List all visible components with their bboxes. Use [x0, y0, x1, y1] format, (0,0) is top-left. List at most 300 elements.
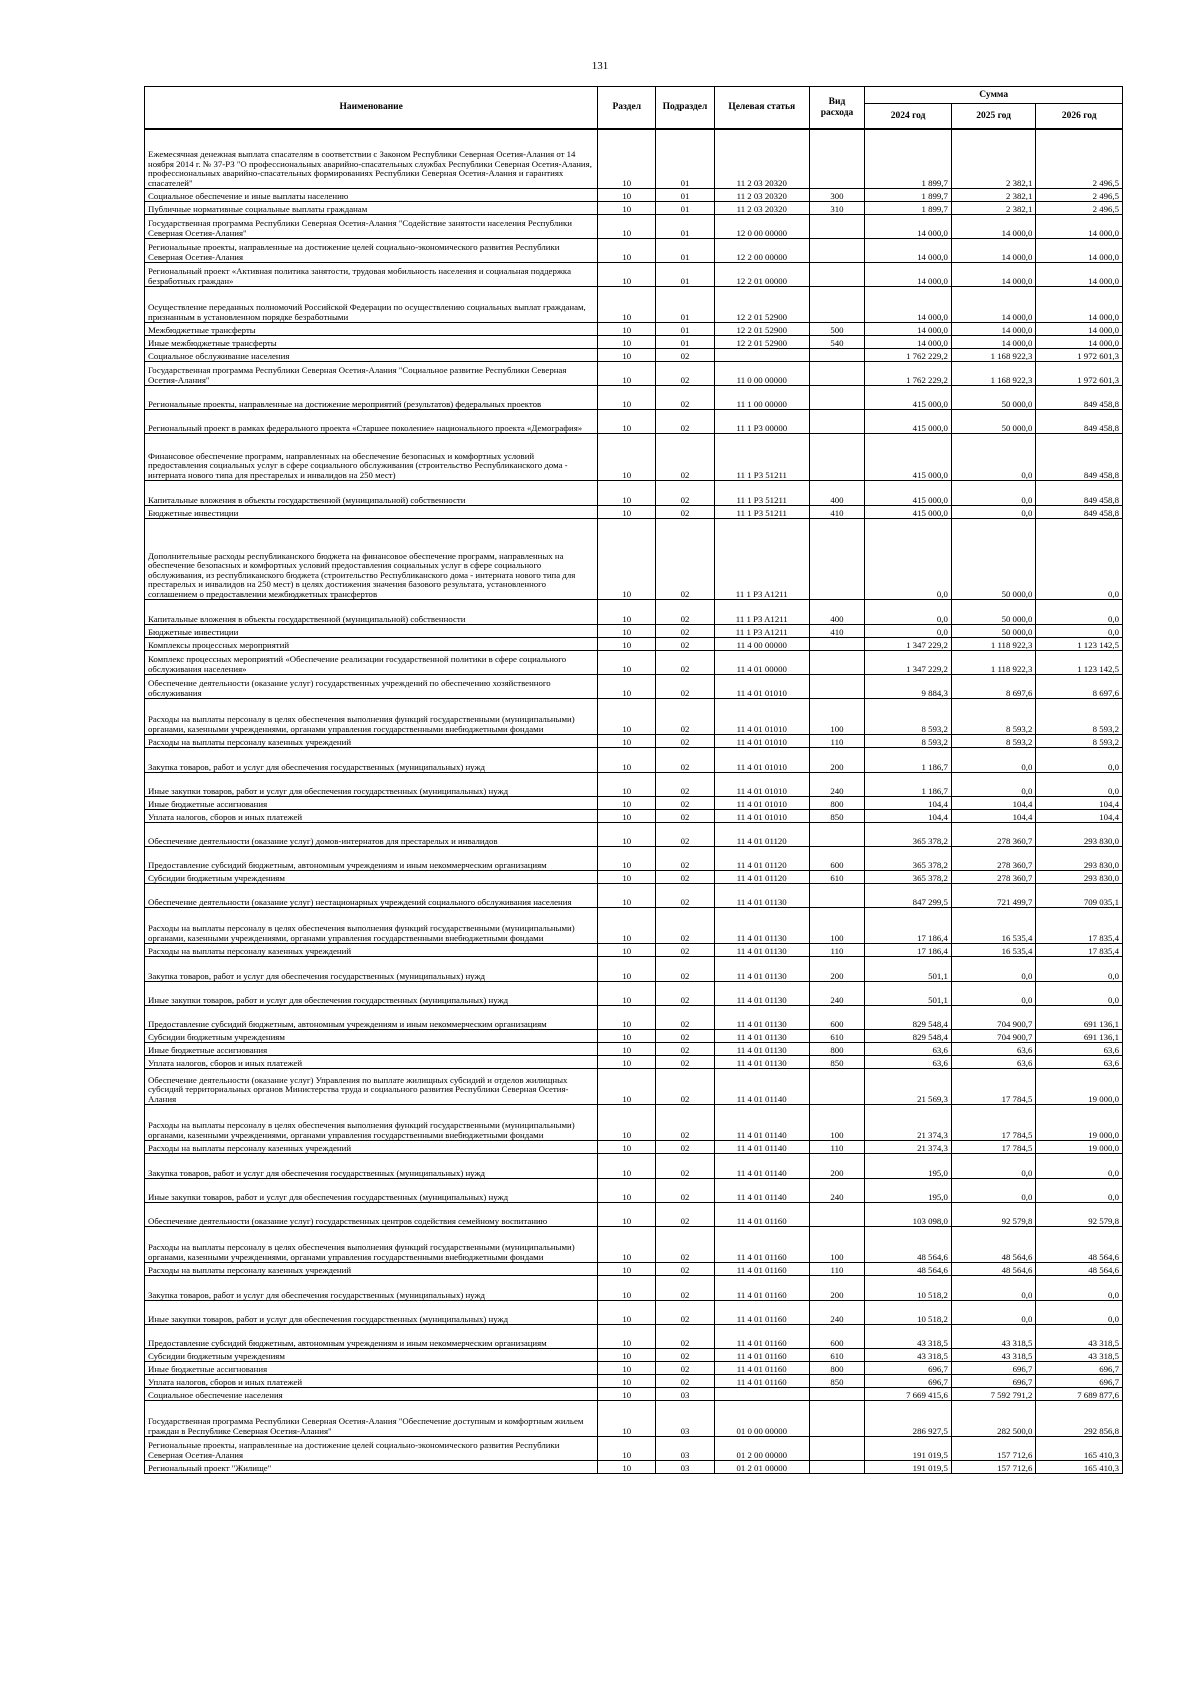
- row-sum-2026: 849 458,8: [1036, 410, 1123, 434]
- table-row: [145, 908, 1123, 944]
- row-sum-2025: 14 000,0: [951, 263, 1036, 287]
- row-subsection: 02: [656, 506, 715, 519]
- table-header: [145, 87, 1123, 130]
- row-expense-type: [809, 884, 865, 908]
- table-row: [145, 410, 1123, 434]
- row-sum-2025: 17 784,5: [951, 1141, 1036, 1154]
- row-sum-2026: 14 000,0: [1036, 287, 1123, 323]
- row-sum-2024: 14 000,0: [865, 287, 952, 323]
- row-subsection: 02: [656, 1203, 715, 1227]
- row-name: Дополнительные расходы республиканского бюджета на финансовое обеспечение программ, направленных на обеспечение безопасных и комфортных условий предоставления социальных услуг в сфере социального обслуживания, из республиканского бюджета (строительство Республиканского дома - интерната нового типа для престарелых и инвалидов на 250 мест) в целях достижения значения базового результата, установленного соглашением о предоставлении межбюджетных трансфертов: [145, 519, 598, 600]
- row-section: 10: [598, 336, 656, 349]
- row-sum-2024: 696,7: [865, 1375, 952, 1388]
- row-name: Закупка товаров, работ и услуг для обеспечения государственных (муниципальных) нужд: [145, 1154, 598, 1179]
- row-sum-2024: 1 347 229,2: [865, 638, 952, 651]
- row-sum-2024: 191 019,5: [865, 1437, 952, 1461]
- row-target: 11 1 00 00000: [714, 386, 809, 410]
- row-sum-2024: 829 548,4: [865, 1030, 952, 1043]
- row-subsection: 02: [656, 1030, 715, 1043]
- row-subsection: 02: [656, 1069, 715, 1105]
- row-expense-type: 200: [809, 1154, 865, 1179]
- row-sum-2025: 0,0: [951, 1154, 1036, 1179]
- row-section: 10: [598, 1461, 656, 1474]
- row-section: 10: [598, 434, 656, 481]
- row-section: 10: [598, 1179, 656, 1203]
- row-subsection: 01: [656, 202, 715, 215]
- table-row: [145, 129, 1123, 189]
- row-section: 10: [598, 1227, 656, 1263]
- table-row: [145, 1325, 1123, 1349]
- row-target: 12 2 01 52900: [714, 323, 809, 336]
- row-name: Иные межбюджетные трансферты: [145, 336, 598, 349]
- row-section: 10: [598, 1437, 656, 1461]
- row-name: Обеспечение деятельности (оказание услуг) государственных учреждений по обеспечению хозяйственного обслуживания: [145, 675, 598, 699]
- row-sum-2024: 14 000,0: [865, 336, 952, 349]
- row-sum-2026: 48 564,6: [1036, 1263, 1123, 1276]
- row-section: 10: [598, 1203, 656, 1227]
- row-sum-2024: 48 564,6: [865, 1263, 952, 1276]
- row-sum-2026: 43 318,5: [1036, 1325, 1123, 1349]
- row-sum-2024: 104,4: [865, 810, 952, 823]
- row-sum-2024: 14 000,0: [865, 263, 952, 287]
- row-sum-2024: 14 000,0: [865, 215, 952, 239]
- row-sum-2026: 696,7: [1036, 1362, 1123, 1375]
- row-subsection: 02: [656, 410, 715, 434]
- row-subsection: 02: [656, 810, 715, 823]
- row-sum-2026: 0,0: [1036, 1179, 1123, 1203]
- table-body: [145, 129, 1123, 1474]
- row-name: Комплекс процессных мероприятий «Обеспечение реализации государственной политики в сфере социального обслуживания населения»: [145, 651, 598, 675]
- row-sum-2024: 1 347 229,2: [865, 651, 952, 675]
- table-row: [145, 1141, 1123, 1154]
- row-sum-2026: 691 136,1: [1036, 1006, 1123, 1030]
- row-sum-2024: 63,6: [865, 1043, 952, 1056]
- row-expense-type: [809, 215, 865, 239]
- row-section: 10: [598, 1349, 656, 1362]
- row-name: Обеспечение деятельности (оказание услуг) домов-интернатов для престарелых и инвалидов: [145, 823, 598, 847]
- table-row: [145, 651, 1123, 675]
- row-sum-2024: 415 000,0: [865, 386, 952, 410]
- row-expense-type: [809, 651, 865, 675]
- table-row: [145, 982, 1123, 1006]
- row-expense-type: [809, 823, 865, 847]
- row-expense-type: 110: [809, 735, 865, 748]
- row-target: 11 2 03 20320: [714, 189, 809, 202]
- row-section: 10: [598, 215, 656, 239]
- row-sum-2025: 696,7: [951, 1362, 1036, 1375]
- row-name: Обеспечение деятельности (оказание услуг) нестационарных учреждений социального обслуживания населения: [145, 884, 598, 908]
- table-row: [145, 202, 1123, 215]
- row-sum-2025: 50 000,0: [951, 625, 1036, 638]
- row-name: Расходы на выплаты персоналу в целях обеспечения выполнения функций государственными (муниципальными) органами, казенными учреждениями, органами управления государственными внебюджетными фондами: [145, 699, 598, 735]
- row-sum-2025: 0,0: [951, 748, 1036, 773]
- row-target: 11 1 P3 00000: [714, 410, 809, 434]
- row-target: 01 0 00 00000: [714, 1401, 809, 1437]
- header-expense-type: Вид расхода: [809, 87, 865, 130]
- row-expense-type: 110: [809, 944, 865, 957]
- row-subsection: 01: [656, 129, 715, 189]
- row-expense-type: [809, 1461, 865, 1474]
- row-subsection: 02: [656, 748, 715, 773]
- row-sum-2025: 50 000,0: [951, 519, 1036, 600]
- row-sum-2025: 63,6: [951, 1043, 1036, 1056]
- row-sum-2024: 365 378,2: [865, 823, 952, 847]
- row-section: 10: [598, 189, 656, 202]
- row-name: Социальное обслуживание населения: [145, 349, 598, 362]
- row-expense-type: 850: [809, 1375, 865, 1388]
- row-sum-2024: 14 000,0: [865, 323, 952, 336]
- row-subsection: 02: [656, 625, 715, 638]
- row-sum-2026: 14 000,0: [1036, 323, 1123, 336]
- row-sum-2026: 0,0: [1036, 625, 1123, 638]
- table-row: [145, 519, 1123, 600]
- row-section: 10: [598, 871, 656, 884]
- row-target: 11 4 01 01160: [714, 1325, 809, 1349]
- row-sum-2024: 415 000,0: [865, 481, 952, 506]
- row-sum-2024: 48 564,6: [865, 1227, 952, 1263]
- row-section: 10: [598, 810, 656, 823]
- row-sum-2025: 278 360,7: [951, 847, 1036, 871]
- row-section: 10: [598, 410, 656, 434]
- row-target: 11 4 01 01130: [714, 1030, 809, 1043]
- row-target: 11 2 03 20320: [714, 129, 809, 189]
- row-expense-type: 110: [809, 1263, 865, 1276]
- row-section: 10: [598, 797, 656, 810]
- row-sum-2024: 1 762 229,2: [865, 362, 952, 386]
- row-section: 10: [598, 1105, 656, 1141]
- row-subsection: 02: [656, 1043, 715, 1056]
- row-sum-2026: 2 496,5: [1036, 189, 1123, 202]
- row-sum-2025: 1 118 922,3: [951, 651, 1036, 675]
- row-sum-2024: 195,0: [865, 1179, 952, 1203]
- row-sum-2026: 63,6: [1036, 1043, 1123, 1056]
- row-section: 10: [598, 1030, 656, 1043]
- row-sum-2025: 43 318,5: [951, 1325, 1036, 1349]
- row-expense-type: [809, 675, 865, 699]
- row-expense-type: [809, 362, 865, 386]
- row-name: Субсидии бюджетным учреждениям: [145, 871, 598, 884]
- row-expense-type: 240: [809, 773, 865, 797]
- row-target: 11 4 01 01130: [714, 957, 809, 982]
- row-sum-2026: 0,0: [1036, 957, 1123, 982]
- row-name: Региональные проекты, направленные на достижение мероприятий (результатов) федеральных проектов: [145, 386, 598, 410]
- row-name: Межбюджетные трансферты: [145, 323, 598, 336]
- row-sum-2024: 501,1: [865, 982, 952, 1006]
- row-sum-2024: 10 518,2: [865, 1301, 952, 1325]
- row-sum-2026: 43 318,5: [1036, 1349, 1123, 1362]
- row-section: 10: [598, 1276, 656, 1301]
- row-sum-2025: 16 535,4: [951, 908, 1036, 944]
- row-target: 11 4 01 01160: [714, 1227, 809, 1263]
- row-section: 10: [598, 748, 656, 773]
- row-name: Расходы на выплаты персоналу в целях обеспечения выполнения функций государственными (муниципальными) органами, казенными учреждениями, органами управления государственными внебюджетными фондами: [145, 1227, 598, 1263]
- row-subsection: 02: [656, 1006, 715, 1030]
- row-target: 11 4 01 01120: [714, 847, 809, 871]
- row-section: 10: [598, 129, 656, 189]
- row-sum-2026: 0,0: [1036, 1154, 1123, 1179]
- table-row: [145, 1437, 1123, 1461]
- row-subsection: 02: [656, 735, 715, 748]
- row-section: 10: [598, 362, 656, 386]
- row-expense-type: 400: [809, 600, 865, 625]
- row-target: 11 1 P3 A1211: [714, 519, 809, 600]
- table-row: [145, 1105, 1123, 1141]
- row-section: 10: [598, 1388, 656, 1401]
- row-sum-2025: 92 579,8: [951, 1203, 1036, 1227]
- row-subsection: 02: [656, 1056, 715, 1069]
- row-sum-2026: 104,4: [1036, 797, 1123, 810]
- row-target: 11 4 01 01010: [714, 810, 809, 823]
- row-sum-2025: 0,0: [951, 982, 1036, 1006]
- row-sum-2025: 48 564,6: [951, 1263, 1036, 1276]
- row-sum-2026: 1 972 601,3: [1036, 349, 1123, 362]
- row-subsection: 01: [656, 239, 715, 263]
- row-target: 11 4 01 01010: [714, 735, 809, 748]
- row-expense-type: 800: [809, 1362, 865, 1375]
- row-sum-2025: 50 000,0: [951, 600, 1036, 625]
- row-expense-type: 610: [809, 871, 865, 884]
- row-sum-2026: 0,0: [1036, 600, 1123, 625]
- row-sum-2024: 847 299,5: [865, 884, 952, 908]
- table-row: [145, 506, 1123, 519]
- row-sum-2026: 19 000,0: [1036, 1069, 1123, 1105]
- row-target: 11 4 01 01140: [714, 1154, 809, 1179]
- table-row: [145, 1349, 1123, 1362]
- row-target: 11 4 01 01160: [714, 1203, 809, 1227]
- row-sum-2024: 1 186,7: [865, 748, 952, 773]
- row-sum-2025: 721 499,7: [951, 884, 1036, 908]
- row-sum-2024: 103 098,0: [865, 1203, 952, 1227]
- row-section: 10: [598, 349, 656, 362]
- row-name: Закупка товаров, работ и услуг для обеспечения государственных (муниципальных) нужд: [145, 748, 598, 773]
- row-expense-type: [809, 638, 865, 651]
- row-target: 11 1 P3 A1211: [714, 600, 809, 625]
- row-expense-type: [809, 1401, 865, 1437]
- table-row: [145, 638, 1123, 651]
- row-sum-2025: 0,0: [951, 481, 1036, 506]
- row-expense-type: 410: [809, 506, 865, 519]
- row-sum-2025: 2 382,1: [951, 202, 1036, 215]
- row-sum-2026: 165 410,3: [1036, 1461, 1123, 1474]
- row-target: 12 2 01 52900: [714, 336, 809, 349]
- row-sum-2025: 278 360,7: [951, 871, 1036, 884]
- row-sum-2024: 415 000,0: [865, 506, 952, 519]
- row-name: Закупка товаров, работ и услуг для обеспечения государственных (муниципальных) нужд: [145, 1276, 598, 1301]
- table-row: [145, 810, 1123, 823]
- row-name: Региональные проекты, направленные на достижение целей социально-экономического развития Республики Северная Осетия-Алания: [145, 1437, 598, 1461]
- row-target: 11 4 01 01010: [714, 797, 809, 810]
- row-subsection: 01: [656, 287, 715, 323]
- row-subsection: 02: [656, 957, 715, 982]
- row-name: Иные закупки товаров, работ и услуг для обеспечения государственных (муниципальных) нужд: [145, 1301, 598, 1325]
- row-section: 10: [598, 1141, 656, 1154]
- row-section: 10: [598, 908, 656, 944]
- table-row: [145, 1179, 1123, 1203]
- row-sum-2026: 1 972 601,3: [1036, 362, 1123, 386]
- row-sum-2025: 704 900,7: [951, 1030, 1036, 1043]
- row-expense-type: [809, 263, 865, 287]
- row-name: Расходы на выплаты персоналу казенных учреждений: [145, 735, 598, 748]
- row-subsection: 03: [656, 1461, 715, 1474]
- row-subsection: 02: [656, 481, 715, 506]
- row-subsection: 02: [656, 1375, 715, 1388]
- row-section: 10: [598, 1401, 656, 1437]
- row-section: 10: [598, 982, 656, 1006]
- row-sum-2026: 17 835,4: [1036, 908, 1123, 944]
- row-section: 10: [598, 1006, 656, 1030]
- row-target: 01 2 01 00000: [714, 1461, 809, 1474]
- row-sum-2025: 50 000,0: [951, 410, 1036, 434]
- row-target: 11 1 P3 51211: [714, 481, 809, 506]
- row-sum-2025: 157 712,6: [951, 1461, 1036, 1474]
- row-sum-2024: 8 593,2: [865, 735, 952, 748]
- row-sum-2026: 7 689 877,6: [1036, 1388, 1123, 1401]
- row-sum-2025: 8 593,2: [951, 735, 1036, 748]
- table-row: [145, 823, 1123, 847]
- row-name: Обеспечение деятельности (оказание услуг) Управления по выплате жилищных субсидий и отделов жилищных субсидий территориальных органов Министерства труда и социального развития Республики Северная Осетия-Алания: [145, 1069, 598, 1105]
- row-sum-2025: 1 168 922,3: [951, 362, 1036, 386]
- row-expense-type: [809, 1203, 865, 1227]
- row-subsection: 02: [656, 847, 715, 871]
- row-expense-type: 850: [809, 810, 865, 823]
- row-sum-2025: 0,0: [951, 773, 1036, 797]
- row-target: [714, 1388, 809, 1401]
- row-name: Расходы на выплаты персоналу в целях обеспечения выполнения функций государственными (муниципальными) органами, казенными учреждениями, органами управления государственными внебюджетными фондами: [145, 908, 598, 944]
- row-target: 11 4 00 00000: [714, 638, 809, 651]
- row-sum-2025: 0,0: [951, 1179, 1036, 1203]
- row-name: Капитальные вложения в объекты государственной (муниципальной) собственности: [145, 600, 598, 625]
- row-expense-type: 240: [809, 1179, 865, 1203]
- table-row: [145, 323, 1123, 336]
- row-name: Социальное обеспечение и иные выплаты населению: [145, 189, 598, 202]
- row-target: 11 4 01 01160: [714, 1362, 809, 1375]
- table-row: [145, 847, 1123, 871]
- row-name: Государственная программа Республики Северная Осетия-Алания "Обеспечение доступным и комфортным жильем граждан в Республике Северная Осетия-Алания": [145, 1401, 598, 1437]
- row-target: 11 4 01 01140: [714, 1069, 809, 1105]
- table-row: [145, 1030, 1123, 1043]
- row-sum-2026: 48 564,6: [1036, 1227, 1123, 1263]
- row-sum-2026: 1 123 142,5: [1036, 651, 1123, 675]
- row-sum-2026: 104,4: [1036, 810, 1123, 823]
- row-subsection: 02: [656, 349, 715, 362]
- row-target: 12 2 00 00000: [714, 239, 809, 263]
- row-section: 10: [598, 625, 656, 638]
- table-row: [145, 1362, 1123, 1375]
- row-expense-type: 610: [809, 1030, 865, 1043]
- row-target: 11 0 00 00000: [714, 362, 809, 386]
- row-target: 01 2 00 00000: [714, 1437, 809, 1461]
- row-section: 10: [598, 600, 656, 625]
- row-target: [714, 349, 809, 362]
- row-expense-type: 310: [809, 202, 865, 215]
- row-sum-2025: 0,0: [951, 957, 1036, 982]
- row-expense-type: 110: [809, 1141, 865, 1154]
- row-target: 11 4 01 01010: [714, 675, 809, 699]
- table-row: [145, 625, 1123, 638]
- row-target: 11 4 01 01010: [714, 699, 809, 735]
- table-row: [145, 1006, 1123, 1030]
- row-sum-2025: 104,4: [951, 810, 1036, 823]
- row-name: Капитальные вложения в объекты государственной (муниципальной) собственности: [145, 481, 598, 506]
- row-name: Расходы на выплаты персоналу казенных учреждений: [145, 1263, 598, 1276]
- table-row: [145, 349, 1123, 362]
- row-name: Субсидии бюджетным учреждениям: [145, 1030, 598, 1043]
- row-section: 10: [598, 1301, 656, 1325]
- row-sum-2026: 849 458,8: [1036, 506, 1123, 519]
- row-name: Иные закупки товаров, работ и услуг для обеспечения государственных (муниципальных) нужд: [145, 982, 598, 1006]
- row-sum-2024: 365 378,2: [865, 847, 952, 871]
- row-sum-2024: 43 318,5: [865, 1349, 952, 1362]
- row-subsection: 03: [656, 1388, 715, 1401]
- row-sum-2026: 92 579,8: [1036, 1203, 1123, 1227]
- row-subsection: 02: [656, 651, 715, 675]
- row-sum-2025: 48 564,6: [951, 1227, 1036, 1263]
- row-expense-type: 600: [809, 847, 865, 871]
- row-target: 12 2 01 00000: [714, 263, 809, 287]
- row-sum-2026: 19 000,0: [1036, 1105, 1123, 1141]
- row-target: 11 4 01 01120: [714, 871, 809, 884]
- row-subsection: 02: [656, 1263, 715, 1276]
- row-target: 11 4 01 01140: [714, 1179, 809, 1203]
- row-sum-2025: 282 500,0: [951, 1401, 1036, 1437]
- row-expense-type: 200: [809, 1276, 865, 1301]
- table-row: [145, 1461, 1123, 1474]
- row-name: Обеспечение деятельности (оказание услуг) государственных центров содействия семейному воспитанию: [145, 1203, 598, 1227]
- row-subsection: 02: [656, 884, 715, 908]
- row-subsection: 01: [656, 336, 715, 349]
- row-section: 10: [598, 323, 656, 336]
- row-target: 11 4 01 01130: [714, 944, 809, 957]
- row-sum-2025: 0,0: [951, 1301, 1036, 1325]
- row-name: Иные бюджетные ассигнования: [145, 1043, 598, 1056]
- table-row: [145, 263, 1123, 287]
- row-expense-type: 200: [809, 748, 865, 773]
- row-sum-2024: 0,0: [865, 625, 952, 638]
- row-expense-type: [809, 386, 865, 410]
- row-sum-2025: 14 000,0: [951, 323, 1036, 336]
- row-subsection: 02: [656, 944, 715, 957]
- table-row: [145, 735, 1123, 748]
- row-subsection: 01: [656, 263, 715, 287]
- row-sum-2025: 17 784,5: [951, 1069, 1036, 1105]
- table-row: [145, 773, 1123, 797]
- row-subsection: 02: [656, 362, 715, 386]
- budget-table: [144, 86, 1123, 1474]
- row-expense-type: 850: [809, 1056, 865, 1069]
- row-name: Финансовое обеспечение программ, направленных на обеспечение безопасных и комфортных условий предоставления социальных услуг в сфере социального обслуживания (строительство Республиканского дома - интерната нового типа для престарелых и инвалидов на 250 мест): [145, 434, 598, 481]
- row-name: Социальное обеспечение населения: [145, 1388, 598, 1401]
- row-section: 10: [598, 386, 656, 410]
- row-target: 11 1 P3 51211: [714, 506, 809, 519]
- row-sum-2026: 14 000,0: [1036, 263, 1123, 287]
- row-name: Государственная программа Республики Северная Осетия-Алания "Содействие занятости населения Республики Северная Осетия-Алания": [145, 215, 598, 239]
- page-number: 131: [591, 60, 609, 72]
- row-sum-2024: 0,0: [865, 519, 952, 600]
- row-target: 11 4 01 01130: [714, 1043, 809, 1056]
- row-name: Иные закупки товаров, работ и услуг для обеспечения государственных (муниципальных) нужд: [145, 1179, 598, 1203]
- row-sum-2025: 104,4: [951, 797, 1036, 810]
- row-target: 11 4 01 01010: [714, 748, 809, 773]
- row-sum-2025: 696,7: [951, 1375, 1036, 1388]
- table-row: [145, 1401, 1123, 1437]
- row-sum-2024: 17 186,4: [865, 908, 952, 944]
- row-name: Иные закупки товаров, работ и услуг для обеспечения государственных (муниципальных) нужд: [145, 773, 598, 797]
- row-sum-2024: 365 378,2: [865, 871, 952, 884]
- row-sum-2026: 2 496,5: [1036, 129, 1123, 189]
- row-sum-2026: 0,0: [1036, 773, 1123, 797]
- table-row: [145, 600, 1123, 625]
- row-name: Иные бюджетные ассигнования: [145, 797, 598, 810]
